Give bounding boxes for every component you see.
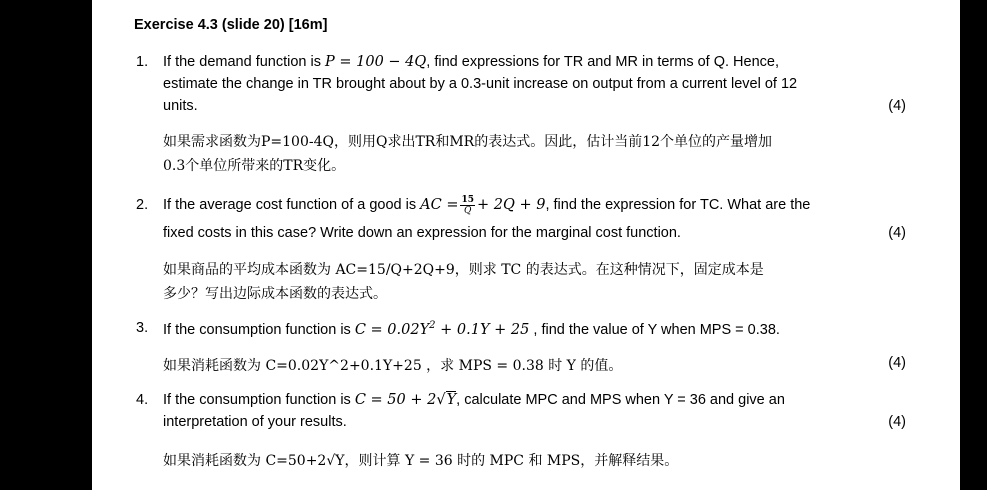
q4-line-2: interpretation of your results. xyxy=(163,414,347,430)
q1-text-a: If the demand function is xyxy=(163,54,326,70)
q4-equation-part-1: C = 50 + 2√ xyxy=(354,392,446,408)
q3-marks: (4) xyxy=(888,355,906,371)
q4-line-1 xyxy=(163,392,785,408)
q3-chinese-line-1: 如果消耗函数为 C=0.02Y^2+0.1Y+25 ，求 MPS = 0.38 时 Y 的值。 xyxy=(163,358,623,374)
q1-equation: P = 100 − 4Q xyxy=(325,54,427,70)
q2-equation-ac: AC = xyxy=(420,197,459,213)
q2-chinese-line-1: 如果商品的平均成本函数为 AC=15/Q+2Q+9，则求 TC 的表达式。在这种情况下，固定成本是 xyxy=(163,262,764,278)
q2-fraction-numerator: 15 xyxy=(461,194,474,205)
q3-equation-part-1: C = 0.02Y xyxy=(354,321,430,338)
q4-equation xyxy=(355,391,456,408)
q3-equation-exponent: 2 xyxy=(429,320,436,331)
q4-text-b: , calculate MPC and MPS when Y = 36 and give an xyxy=(456,392,785,408)
q1-chinese-line-2: 0.3个单位所带来的TR变化。 xyxy=(163,158,346,174)
q3-text-b: , find the value of Y when MPS = 0.38. xyxy=(529,321,780,338)
q2-number: 2. xyxy=(136,197,149,213)
q4-chinese-line-1: 如果消耗函数为 C=50+2√Y，则计算 Y = 36 时的 MPC 和 MPS，并解释结果。 xyxy=(163,453,679,469)
q3-line-1 xyxy=(163,320,780,338)
q4-number: 4. xyxy=(136,392,149,408)
q1-number: 1. xyxy=(136,54,149,70)
q1-chinese-line-1: 如果需求函数为P=100-4Q，则用Q求出TR和MR的表达式。因此，估计当前12个单位的产量增加 xyxy=(163,134,773,150)
q2-line-2: fixed costs in this case? Write down an expression for the marginal cost function. xyxy=(163,225,681,241)
q3-text-a: If the consumption function is xyxy=(163,321,355,338)
q2-fraction xyxy=(460,195,475,216)
q3-number: 3. xyxy=(136,320,149,336)
q4-text-a: If the consumption function is xyxy=(163,392,355,408)
q1-marks: (4) xyxy=(888,98,906,114)
q2-fraction-denominator: Q xyxy=(464,205,472,216)
q2-line-1 xyxy=(163,190,810,220)
q3-equation xyxy=(355,322,530,338)
q1-line-2: estimate the change in TR brought about by a 0.3-unit increase on output from a current level of 12 xyxy=(163,76,798,92)
q4-radicand: Y xyxy=(446,392,457,408)
q1-line-3: units. xyxy=(163,98,198,114)
document-page xyxy=(92,0,960,490)
q2-equation-rest: + 2Q + 9 xyxy=(477,197,546,213)
q1-line-1 xyxy=(163,54,779,70)
q2-marks: (4) xyxy=(888,225,906,241)
q4-marks: (4) xyxy=(888,414,906,430)
q2-text-a: If the average cost function of a good is xyxy=(163,197,421,213)
q2-text-b: , find the expression for TC. What are the xyxy=(545,197,811,213)
exercise-title: Exercise 4.3 (slide 20) [16m] xyxy=(134,17,328,33)
q1-text-b: , find expressions for TR and MR in terms of Q. Hence, xyxy=(426,54,779,70)
q3-equation-part-2: + 0.1Y + 25 xyxy=(435,321,530,338)
q2-chinese-line-2: 多少？写出边际成本函数的表达式。 xyxy=(163,286,387,302)
